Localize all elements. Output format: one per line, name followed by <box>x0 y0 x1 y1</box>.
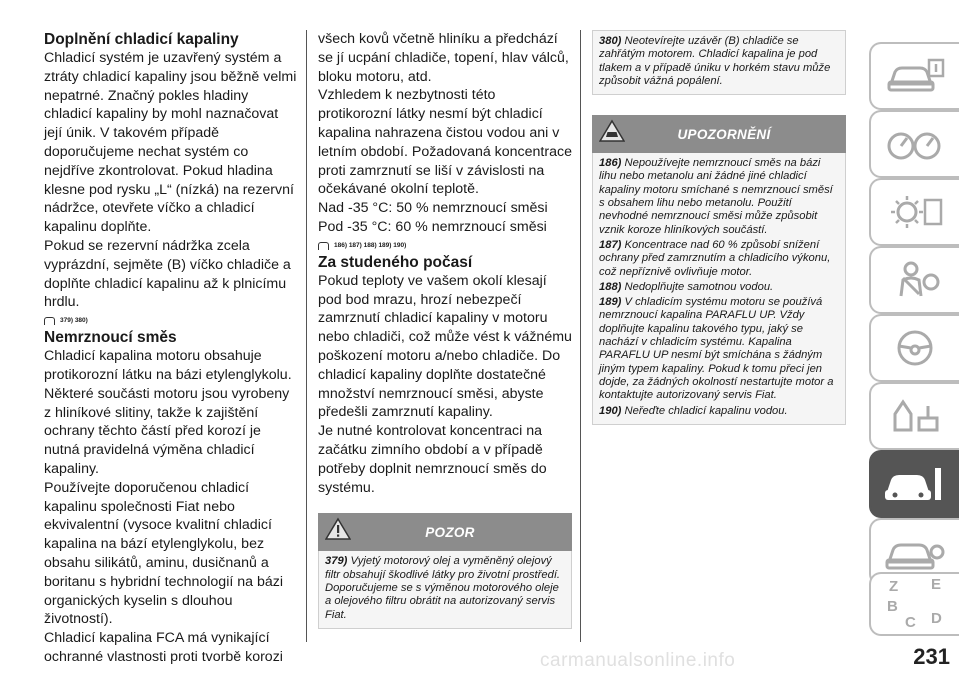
watermark: carmanualsonline.info <box>540 650 736 671</box>
tab-index[interactable] <box>869 572 959 636</box>
paragraph: Chladicí kapalina FCA má vynikající ochranné vlastnosti proti tvorbě korozi <box>44 630 283 665</box>
note-text: Vyjetý motorový olej a vyměněný olejový filtr obsahují škodlivé látky pro životní prostředí. Doporučujeme se s výměnou motorového oleje a olejového filtru obrátit na autorizovaný servis Fiat. <box>325 555 561 621</box>
book-icon <box>44 317 55 325</box>
caution-note <box>599 157 839 237</box>
note-text: Neřeďte chladicí kapalinu vodou. <box>624 404 788 417</box>
warning-triangle-icon <box>318 517 358 547</box>
tab-emergency[interactable] <box>869 382 959 450</box>
lighting-icon <box>885 192 945 232</box>
warning-note <box>325 555 565 621</box>
warning-box-header <box>318 513 572 551</box>
paragraph: Pokud teploty ve vašem okolí klesají pod bod mrazu, hrozí nebezpečí zamrznutí chladicí kapaliny v motoru nebo chladiči, což může vést k vážnému poškození motoru a/nebo chladiče. Do chladicí kapaliny doplňte dostatečné množství nemrznoucí směsi, abyste předešli zamrznutí kapaliny. <box>318 272 572 421</box>
index-letters-icon <box>885 576 945 632</box>
dashboard-gauges-icon <box>885 124 945 164</box>
tab-driving[interactable] <box>869 314 959 382</box>
caution-box-body <box>592 153 846 425</box>
tab-instruments[interactable] <box>869 110 959 178</box>
warning-refs <box>44 316 298 326</box>
note-number: 188) <box>599 280 622 293</box>
caution-note <box>599 405 839 418</box>
pozor-warning-box <box>318 513 572 628</box>
warning-box-body <box>318 551 572 628</box>
caution-box-header <box>592 115 846 153</box>
warning-note <box>599 35 839 88</box>
note-text: Koncentrace nad 60 % způsobí snížení ochrany před zamrznutím a chladicího výkonu, což nepříznivě ovlivňuje motor. <box>599 238 831 278</box>
tab-lights[interactable] <box>869 178 959 246</box>
tab-dashboard[interactable] <box>869 42 959 110</box>
caution-refs <box>318 241 572 251</box>
note-text: V chladicím systému motoru se používá nemrznoucí kapalina PARAFLU UP. Vždy doplňujte kapalinu takového typu, jaký se nachází v chladicím systému. Kapalina PARAFLU UP nesmí být smíchána s žádným jiným typem kapaliny. Pokud k tomu přeci jen dojde, za žádných okolností nestartujte motor a kontaktujte autorizovaný servis Fiat. <box>599 296 834 402</box>
section-tabs <box>862 0 960 678</box>
upozorneni-box <box>592 115 846 425</box>
car-maintenance-icon <box>883 462 947 506</box>
heading-coolant-topup: Doplnění chladicí kapaliny <box>44 31 239 48</box>
index-letter: D <box>931 610 942 627</box>
index-letter: C <box>905 614 916 631</box>
book-icon <box>318 242 329 250</box>
note-text: Nedoplňujte samotnou vodou. <box>624 280 774 293</box>
concentration-line: Nad -35 °C: 50 % nemrznoucí směsi <box>318 200 548 217</box>
paragraph: Pokud se rezervní nádržka zcela vyprázdní, sejměte (B) víčko chladiče a doplňte chladicí kapalinu až k plnicímu hrdlu. <box>44 237 291 311</box>
page-number: 231 <box>913 644 950 669</box>
tab-safety[interactable] <box>869 246 959 314</box>
refs-label: 379) 380) <box>60 317 88 325</box>
index-letter: B <box>887 598 898 615</box>
paragraph: Vzhledem k nezbytnosti této protikorozní látky nesmí být chladicí kapalina nahrazena čistou vodou ani v letním období. Požadovaná koncentrace proti zamrznutí se liší v závislosti na očekávané okolní teplotě. <box>318 87 572 198</box>
steering-wheel-icon <box>885 328 945 368</box>
concentration-line: Pod -35 °C: 60 % nemrznoucí směsi <box>318 218 547 235</box>
caution-note <box>599 281 839 294</box>
emergency-tools-icon <box>885 396 945 436</box>
tab-maintenance[interactable] <box>869 450 959 518</box>
paragraph: Chladicí systém je uzavřený systém a ztráty chladicí kapaliny jsou běžně velmi nepatrné. Značný pokles hladiny chladicí kapaliny by mohl naznačovat její únik. V takovém případě doporučujeme nechat systém co nejdříve zkontrolovat. Pokud hladina klesne pod rysku „L“ (nízká) na rezervní nádržce, otevřete víčko a chladicí kapalinu doplňte. <box>44 50 297 236</box>
caution-box-title: UPOZORNĚNÍ <box>677 126 771 142</box>
note-number: 379) <box>325 555 348 568</box>
note-number: 189) <box>599 296 622 309</box>
paragraph: Chladicí kapalina motoru obsahuje protikorozní látku na bázi etylenglykolu. Některé součásti motoru jsou vyrobeny z hliníkové slitiny, takže k zajištění ochrany těchto částí před korozí je nutná pravidelná výměna chladicí kapaliny. <box>44 348 292 477</box>
note-number: 186) <box>599 157 622 170</box>
car-warning-icon <box>592 119 632 149</box>
caution-note <box>599 239 839 279</box>
column-3 <box>592 30 846 425</box>
column-1 <box>44 30 298 667</box>
column-divider <box>306 30 307 642</box>
refs-label: 186) 187) 188) 189) 190) <box>334 241 407 249</box>
paragraph: všech kovů včetně hliníku a předchází se jí ucpání chladiče, topení, hlav válců, bloku motoru, atd. <box>318 31 569 85</box>
heading-cold-weather: Za studeného počasí <box>318 253 473 271</box>
paragraph: Používejte doporučenou chladicí kapalinu společnosti Fiat nebo ekvivalentní (vysoce kvalitní chladicí kapalina na bází etylenglykolu, bez obsahu silikátů, aminu, dusičnanů a boritanu s hybridní technologií na bázi organických kyselin s dlouhou životností). <box>44 479 283 628</box>
column-2 <box>318 30 572 629</box>
paragraph: Je nutné kontrolovat koncentraci na začátku zimního období a v případě potřeby doplnit nemrznoucí směs do systému. <box>318 423 547 496</box>
seatbelt-icon <box>885 260 945 300</box>
note-number: 190) <box>599 404 622 417</box>
warning-continuation <box>592 30 846 95</box>
note-text: Neotevírejte uzávěr (B) chladiče se zahřátým motorem. Chladicí kapalina je pod tlakem a v případě úniku v horkém stavu může způsobit vážná popálení. <box>599 35 831 87</box>
heading-antifreeze: Nemrznoucí směs <box>44 329 177 347</box>
note-number: 380) <box>599 35 622 47</box>
caution-note <box>599 296 839 402</box>
index-letter: Z <box>889 578 899 595</box>
car-info-icon <box>885 56 945 96</box>
technical-specs-icon <box>885 532 945 572</box>
note-text: Nepoužívejte nemrznoucí směs na bázi lihu nebo metanolu ani žádné jiné chladicí kapaliny motoru smíchané s nemrznoucí směsí s obsahem lihu nebo metanolu. Použití nevhodné nemrznoucí směsi může způsobit vznik koroze hliníkových součástí. <box>599 157 833 236</box>
warning-box-title: POZOR <box>425 524 475 540</box>
note-number: 187) <box>599 238 622 251</box>
index-letter: E <box>931 576 942 593</box>
column-divider <box>580 30 581 642</box>
